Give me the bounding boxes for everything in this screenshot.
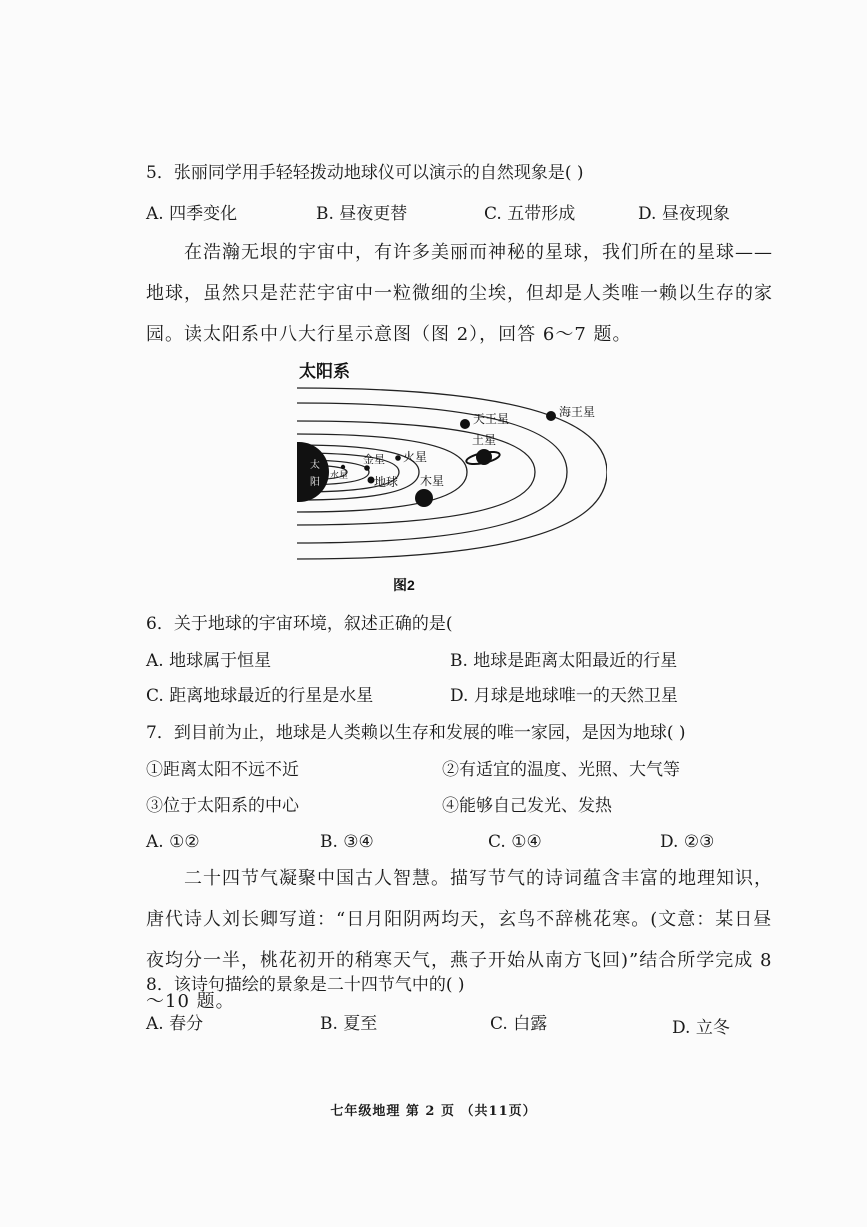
q7-statement-4: ④能够自己发光、发热 — [442, 796, 612, 816]
q7-statement-3: ③位于太阳系的中心 — [146, 796, 299, 816]
q6-option-b: B. 地球是距离太阳最近的行星 — [450, 651, 678, 671]
q5-option-d: D. 昼夜现象 — [638, 204, 730, 224]
q6-option-a: A. 地球属于恒星 — [146, 651, 272, 671]
mars-label: 火星 — [403, 450, 428, 464]
uranus — [460, 419, 470, 429]
q6-option-d: D. 月球是地球唯一的天然卫星 — [450, 686, 678, 706]
q5-stem: 5．张丽同学用手轻轻拨动地球仪可以演示的自然现象是( ) — [146, 163, 584, 183]
neptune-label: 海王星 — [559, 405, 596, 419]
sun-label: 太 — [310, 460, 320, 471]
q8-stem: 8．该诗句描绘的景象是二十四节气中的( ) — [146, 975, 465, 995]
figure-title: 太阳系 — [299, 362, 350, 381]
q8-option-c: C. 白露 — [490, 1014, 548, 1034]
figure-caption: 图2 — [393, 577, 415, 593]
saturn-label: 土星 — [472, 433, 497, 447]
jupiter — [415, 489, 433, 507]
q7-option-a: A. ①② — [146, 832, 200, 852]
neptune — [546, 411, 556, 421]
q7-statement-1: ①距离太阳不远不近 — [146, 760, 299, 780]
solar-system-diagram — [297, 355, 607, 605]
mercury — [341, 465, 345, 469]
sun — [299, 442, 329, 502]
q7-option-d: D. ②③ — [660, 832, 715, 852]
q8-option-a: A. 春分 — [146, 1014, 204, 1034]
passage-solar-system-text: 在浩瀚无垠的宇宙中，有许多美丽而神秘的星球，我们所在的星球——地球，虽然只是茫茫宇宙中一粒微细的尘埃，但却是人类唯一赖以生存的家园。读太阳系中八大行星示意图（图 2），回答 6～7 题。 — [146, 242, 773, 345]
q7-option-c: C. ①④ — [488, 832, 542, 852]
q5-option-a: A. 四季变化 — [146, 204, 238, 224]
svg-text:阳: 阳 — [310, 477, 320, 488]
saturn — [465, 449, 500, 466]
uranus-label: 天王星 — [473, 412, 510, 426]
earth-label: 地球 — [374, 475, 399, 489]
q5-option-c: C. 五带形成 — [484, 204, 576, 224]
passage-solar-system — [146, 232, 776, 355]
venus — [364, 465, 370, 471]
q6-option-c: C. 距离地球最近的行星是水星 — [146, 686, 374, 706]
q6-stem: 6．关于地球的宇宙环境，叙述正确的是( — [146, 614, 453, 634]
jupiter-label: 木星 — [420, 474, 445, 488]
page-footer: 七年级地理 第 2 页 （共11页） — [330, 1104, 537, 1119]
mercury-label: 水星 — [330, 471, 349, 481]
q7-statement-2: ②有适宜的温度、光照、大气等 — [442, 760, 680, 780]
passage-solar-terms-text: 二十四节气凝聚中国古人智慧。描写节气的诗词蕴含丰富的地理知识，唐代诗人刘长卿写道：“日月阳阴两均天，玄鸟不辞桃花寒。(文意：某日昼夜均分一半，桃花初开的稍寒天气，燕子开始从南方飞回)”结合所学完成 8～10 题。 — [146, 868, 773, 1012]
q5-option-b: B. 昼夜更替 — [316, 204, 408, 224]
mars — [395, 455, 401, 461]
q7-stem: 7．到目前为止，地球是人类赖以生存和发展的唯一家园，是因为地球( ) — [146, 723, 686, 743]
q7-option-b: B. ③④ — [320, 832, 374, 852]
passage-solar-terms — [146, 858, 776, 1022]
venus-label: 金星 — [363, 453, 385, 466]
q8-option-b: B. 夏至 — [320, 1014, 378, 1034]
q8-option-d: D. 立冬 — [672, 1018, 730, 1038]
